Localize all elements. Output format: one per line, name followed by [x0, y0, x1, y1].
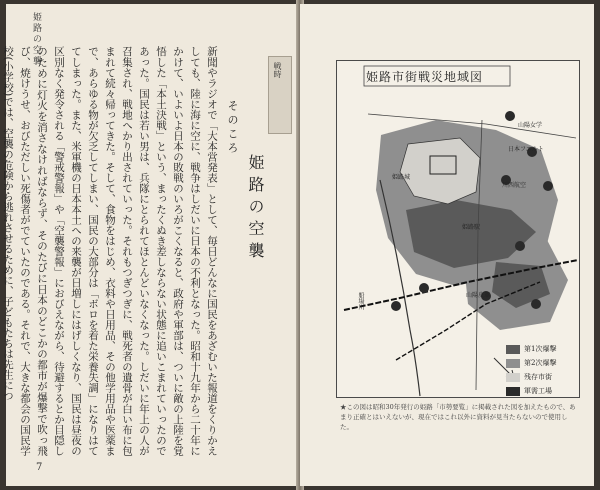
factory-marker: [391, 301, 401, 311]
body-text: 新聞やラジオで「大本営発表」として、毎日どんなに国民をあざむいた報道をくりかえしても、陸に海に空に、戦争はしだいに日本の不利となった。昭和十九年から二十年にかけて、いよいよ日本の敗戦のいろがこくなると、政府や軍部は、ついに敵の上陸を覚悟した「本土決戦」という、まったくぬき差しならない状態に追いこまれていったのであった。国民は若い男は、兵隊にとられてほとんどいなくなった。しだいに年上の人が召集され、戦地へかり出されていった。それもつぎつぎに、戦死者の遺骨が白い布に包まれて続々帰ってきた。そして、食物をはじめ、衣料や日用品、その他学用品や医薬まで、あらゆる物が欠乏してしまい、国民の大部分は「ボロを着た栄養失調」になりはててしまった。また、米軍機の日本本土への来襲が日増しにはげしくなり、国民は昼夜の区別なく発令される「警戒警報」や「空襲警報」におびえながら、待避するとか目隠しのために灯火を消さなければならず、そのたびに日本のどこかの都市が爆撃で吹っ飛び、焼けうせ、おびただしい死傷者がでていたのである。それで、大きな都会の国民学校(小学校)では、空襲の危険から逃れさせるために、子どもたちは先生につ: [2, 46, 218, 456]
district2-label: 川西航空: [502, 182, 527, 189]
subheading: そのころ: [226, 100, 239, 156]
legend-item-4: [506, 384, 574, 398]
legend-label-2: 第2次爆撃: [524, 359, 557, 367]
right-page: [300, 4, 594, 486]
map-caption: ★この図は昭和30年発行の姫路「市勢要覧」に掲載された図を加えたもので、あまり正確とはいえないが、現在ではこれ以外に資料が見当たらないので使用した。: [340, 403, 576, 431]
map-title: 姫路市街戦災地域図: [366, 70, 484, 84]
factory-marker: [505, 111, 515, 121]
station-label: 姫路駅: [462, 224, 481, 231]
map-legend: [506, 342, 574, 398]
school-label: 山陽女学: [518, 122, 543, 129]
castle-label: 姫路城: [392, 174, 411, 181]
factory-marker: [543, 181, 553, 191]
section-tab-label: 戦時: [273, 62, 282, 78]
chapter-heading: 姫路の空襲: [246, 154, 265, 264]
legend-swatch-2: [506, 359, 520, 368]
legend-label-4: 軍需工場: [524, 387, 552, 395]
legend-swatch-4: [506, 387, 520, 396]
legend-label-1: 第1次爆撃: [524, 345, 557, 353]
page-number: 7: [36, 462, 43, 473]
legend-swatch-3: [506, 373, 520, 382]
factory-marker: [531, 299, 541, 309]
legend-item-2: [506, 356, 574, 370]
factory-marker: [419, 283, 429, 293]
legend-item-3: [506, 370, 574, 384]
running-head: 姫路の空襲: [31, 12, 41, 67]
river-label: 船場川: [357, 292, 364, 310]
legend-item-1: [506, 342, 574, 356]
factory-label: 山陽皮革: [466, 292, 491, 299]
district1-label: 日本フエルト: [508, 146, 544, 153]
legend-swatch-1: [506, 345, 520, 354]
left-page: [2, 4, 298, 486]
factory-marker: [515, 241, 525, 251]
legend-label-3: 残存市街: [524, 373, 552, 381]
